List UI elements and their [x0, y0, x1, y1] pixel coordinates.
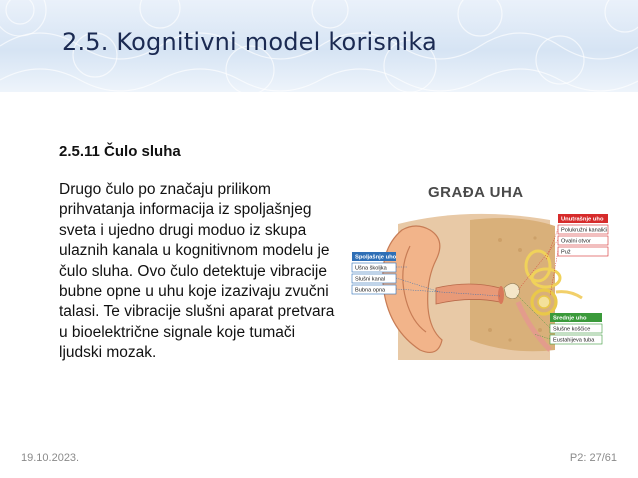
slide-header: [0, 0, 638, 92]
outer-ear-item-1: Ušna školjka: [355, 265, 387, 272]
figure-title: GRAĐA UHA: [428, 184, 524, 201]
body-paragraph: Drugo čulo po značaju prilikom prihvatanja informacija iz spoljašnjeg sveta i ujedno drugi moduo iz skupa ulaznih kanala u kognitivnom modelu je čulo sluha. Ovo čulo detektuje vibracije bubne opne u uhu koje izazivaju zvučni talasi. Te vibracije slušni aparat pretvara u bioelektrične signale koje tumači ljudski mozak.: [59, 181, 335, 362]
outer-ear-item-2: Slušni kanal: [355, 276, 386, 283]
section-heading: 2.5.11 Čulo sluha: [59, 143, 181, 160]
inner-ear-item-1: Polukružni kanalići: [561, 227, 608, 234]
inner-ear-header: Unutrašnje uho: [561, 216, 604, 223]
slide-title: 2.5. Kognitivni model korisnika: [62, 28, 437, 56]
footer-page-number: P2: 27/61: [569, 452, 617, 464]
outer-ear-header: Spoljašnje uho: [355, 254, 397, 261]
middle-ear-item-1: Slušne koščice: [553, 326, 591, 333]
ear-illustration: [350, 180, 612, 370]
inner-ear-item-2: Ovalni otvor: [561, 238, 591, 245]
outer-ear-item-3: Bubna opna: [355, 287, 386, 294]
ear-anatomy-figure: [350, 180, 612, 370]
middle-ear-item-2: Eustahijeva tuba: [553, 337, 595, 344]
footer-date: 19.10.2023.: [21, 452, 80, 464]
inner-ear-item-3: Puž: [561, 249, 571, 256]
middle-ear-header: Srednje uho: [553, 315, 587, 322]
